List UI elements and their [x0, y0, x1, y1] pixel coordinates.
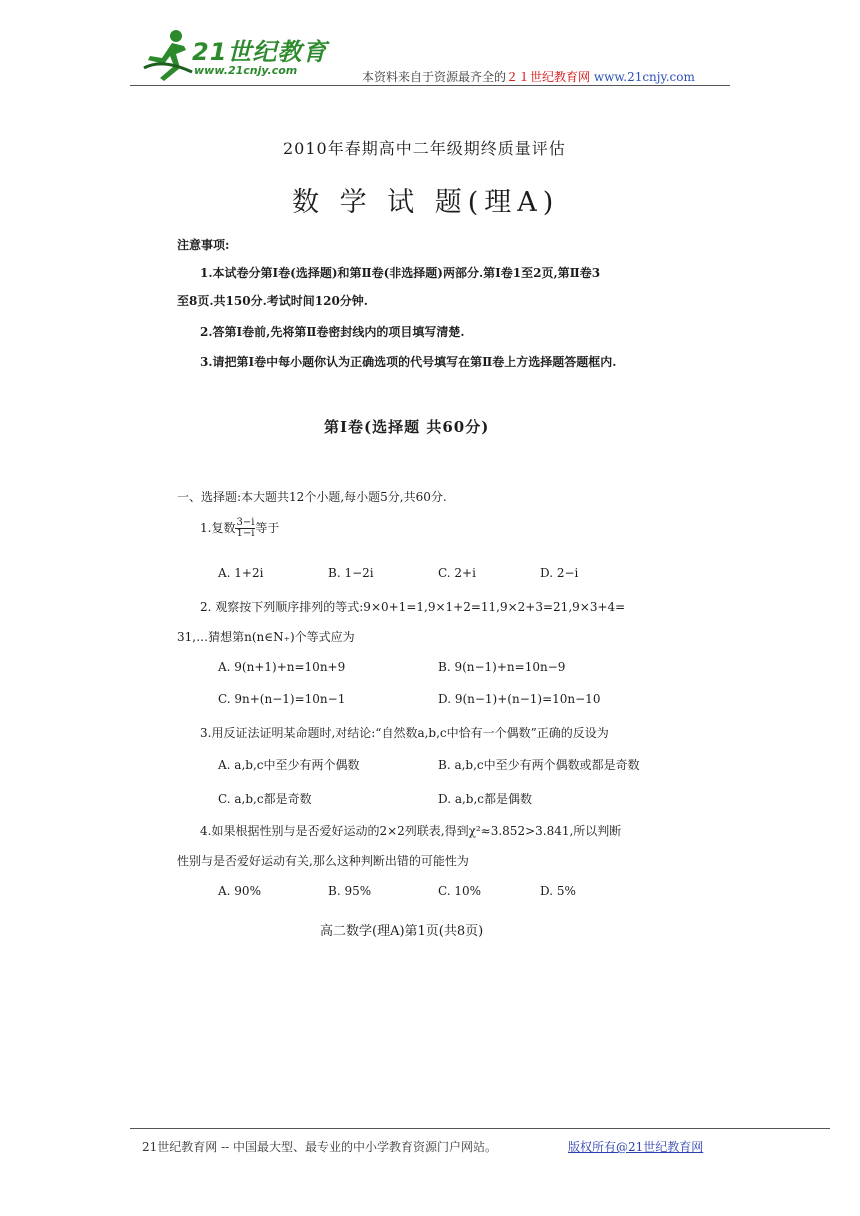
question-3: 3.用反证法证明某命题时,对结论:“自然数a,b,c中恰有一个偶数”正确的反设为 — [200, 726, 609, 740]
q2-option-b: B. 9(n−1)+n=10n−9 — [438, 660, 566, 674]
q2-option-c: C. 9n+(n−1)=10n−1 — [218, 692, 346, 706]
notice-item: 3.请把第Ⅰ卷中每小题你认为正确选项的代号填写在第Ⅱ卷上方选择题答题框内. — [200, 355, 617, 369]
page-number: 高二数学(理A)第1页(共8页) — [320, 924, 484, 939]
q3-option-b: B. a,b,c中至少有两个偶数或都是奇数 — [438, 758, 640, 772]
question-1 — [200, 518, 279, 539]
q2-option-a: A. 9(n+1)+n=10n+9 — [218, 660, 346, 674]
copyright-link[interactable]: 版权所有@21世纪教育网 — [568, 1140, 704, 1154]
footer-divider — [130, 1128, 830, 1129]
question-2-line1: 2. 观察按下列顺序排列的等式:9×0+1=1,9×1+2=11,9×2+3=21,9×3+4= — [200, 600, 626, 614]
runner-logo-icon — [142, 28, 198, 82]
q1-denominator: 1−i — [236, 528, 255, 539]
q1-option-b: B. 1−2i — [328, 566, 374, 580]
source-url-link[interactable]: www.21cnjy.com — [593, 70, 695, 84]
q4-option-a: A. 90% — [218, 884, 261, 898]
header-divider — [130, 85, 730, 86]
logo-url: www.21cnjy.com — [194, 64, 298, 77]
q4-option-d: D. 5% — [540, 884, 576, 898]
source-prefix: 本资料来自于资源最齐全的 — [362, 70, 507, 84]
question-4-line2: 性别与是否爱好运动有关,那么这种判断出错的可能性为 — [177, 854, 469, 868]
q3-option-c: C. a,b,c都是奇数 — [218, 792, 312, 806]
exam-title: 数 学 试 题(理A) — [292, 187, 560, 218]
q3-option-d: D. a,b,c都是偶数 — [438, 792, 533, 806]
q1-numerator: 3−i — [236, 517, 255, 528]
logo-text: 21世纪教育 — [192, 38, 328, 66]
exam-subtitle: 2010年春期高中二年级期终质量评估 — [283, 139, 566, 158]
q1-fraction — [235, 518, 255, 539]
q1-option-a: A. 1+2i — [218, 566, 264, 580]
q2-option-d: D. 9(n−1)+(n−1)=10n−10 — [438, 692, 601, 706]
section-intro: 一、选择题:本大题共12个小题,每小题5分,共60分. — [177, 490, 447, 504]
site-logo[interactable] — [142, 28, 342, 84]
q3-option-a: A. a,b,c中至少有两个偶数 — [218, 758, 360, 772]
q1-option-d: D. 2−i — [540, 566, 579, 580]
q4-option-b: B. 95% — [328, 884, 372, 898]
notice-item: 至8页.共150分.考试时间120分钟. — [177, 294, 368, 308]
notice-item: 2.答第Ⅰ卷前,先将第Ⅱ卷密封线内的项目填写清楚. — [200, 325, 465, 339]
source-site-link[interactable]: ２１世纪教育网 — [506, 70, 591, 84]
question-2-line2: 31,…猜想第n(n∈N₊)个等式应为 — [177, 630, 355, 644]
section-title: 第Ⅰ卷(选择题 共60分) — [324, 418, 490, 436]
q4-option-c: C. 10% — [438, 884, 482, 898]
q1-prefix: 1.复数 — [200, 521, 236, 535]
q1-option-c: C. 2+i — [438, 566, 476, 580]
footer-text: 21世纪教育网 -- 中国最大型、最专业的中小学教育资源门户网站。 — [142, 1140, 498, 1154]
notice-heading: 注意事项: — [177, 238, 230, 252]
q1-suffix: 等于 — [255, 521, 280, 535]
notice-item: 1.本试卷分第Ⅰ卷(选择题)和第Ⅱ卷(非选择题)两部分.第Ⅰ卷1至2页,第Ⅱ卷3 — [200, 266, 601, 280]
question-4-line1: 4.如果根据性别与是否爱好运动的2×2列联表,得到χ²≈3.852>3.841,所以判断 — [200, 824, 622, 838]
source-line — [362, 68, 695, 85]
